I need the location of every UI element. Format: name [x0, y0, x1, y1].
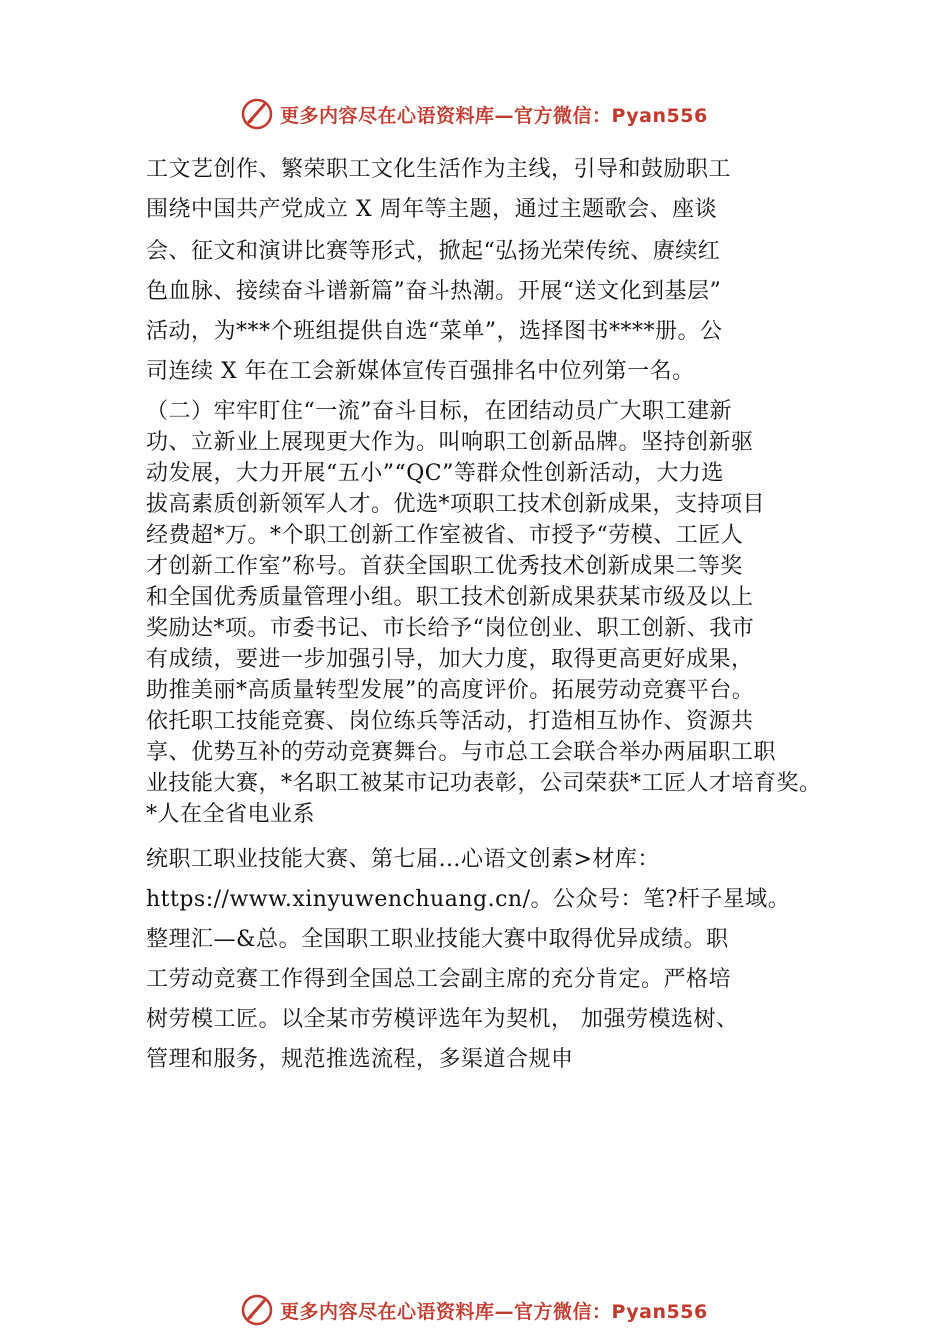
footer-banner-text: 更多内容尽在心语资料库—官方微信：Pyan556: [280, 1300, 708, 1323]
body-line: 会、征文和演讲比赛等形式，掀起“弘扬光荣传统、赓续红: [146, 239, 721, 264]
header-banner: [240, 94, 708, 134]
body-line: 动发展，大力开展“五小”“QC”等群众性创新活动，大力选: [146, 461, 724, 486]
body-line: 工劳动竞赛工作得到全国总工会副主席的充分肯定。严格培: [146, 967, 732, 992]
body-line: 经费超*万。*个职工创新工作室被省、市授予“劳模、工匠人: [146, 523, 744, 548]
footer-banner: [240, 1290, 708, 1330]
body-line: 奖励达*项。市委书记、市长给予“岗位创业、职工创新、我市: [146, 616, 755, 641]
body-line: 树劳模工匠。以全某市劳模评选年为契机， 加强劳模选树、: [146, 1007, 739, 1032]
body-line: 活动，为***个班组提供自选“菜单”，选择图书****册。公: [146, 319, 723, 344]
body-line: *人在全省电业系: [146, 802, 316, 827]
body-line: 色血脉、接续奋斗谱新篇”奋斗热潮。开展“送文化到基层”: [146, 279, 722, 304]
body-line: 工文艺创作、繁荣职工文化生活作为主线，引导和鼓励职工: [146, 157, 732, 182]
body-line: 才创新工作室”称号。首获全国职工优秀技术创新成果二等奖: [146, 554, 743, 579]
body-line: 业技能大赛，*名职工被某市记功表彰，公司荣获*工匠人才培育奖。: [146, 771, 822, 796]
body-line: 有成绩，要进一步加强引导，加大力度，取得更高更好成果，: [146, 647, 754, 672]
body-line: 享、优势互补的劳动竞赛舞台。与市总工会联合举办两届职工职: [146, 740, 777, 765]
body-line: 依托职工技能竞赛、岗位练兵等活动，打造相互协作、资源共: [146, 709, 754, 734]
body-line: （二）牢牢盯住“一流”奋斗目标，在团结动员广大职工建新: [146, 399, 732, 424]
body-line: 统职工职业技能大赛、第七届…心语文创素>材库：: [146, 847, 660, 872]
brush-logo-icon: [240, 1293, 274, 1327]
header-banner-text: 更多内容尽在心语资料库—官方微信：Pyan556: [280, 104, 708, 127]
body-line: 整理汇—&总。全国职工职业技能大赛中取得优异成绩。职: [146, 927, 729, 952]
brush-logo-icon: [240, 97, 274, 131]
body-line: 拔高素质创新领军人才。优选*项职工技术创新成果，支持项目: [146, 492, 766, 517]
body-line: 围绕中国共产党成立 X 周年等主题，通过主题歌会、座谈: [146, 197, 718, 222]
body-line: 功、立新业上展现更大作为。叫响职工创新品牌。坚持创新驱: [146, 430, 754, 455]
body-line: 管理和服务，规范推选流程，多渠道合规申: [146, 1047, 574, 1072]
body-line: https://www.xinyuwenchuang.cn/。公众号：笔?杆子星域。: [146, 887, 791, 912]
body-line: 和全国优秀质量管理小组。职工技术创新成果获某市级及以上: [146, 585, 754, 610]
body-line: 司连续 X 年在工会新媒体宣传百强排名中位列第一名。: [146, 359, 695, 384]
body-line: 助推美丽*高质量转型发展”的高度评价。拓展劳动竞赛平台。: [146, 678, 755, 703]
